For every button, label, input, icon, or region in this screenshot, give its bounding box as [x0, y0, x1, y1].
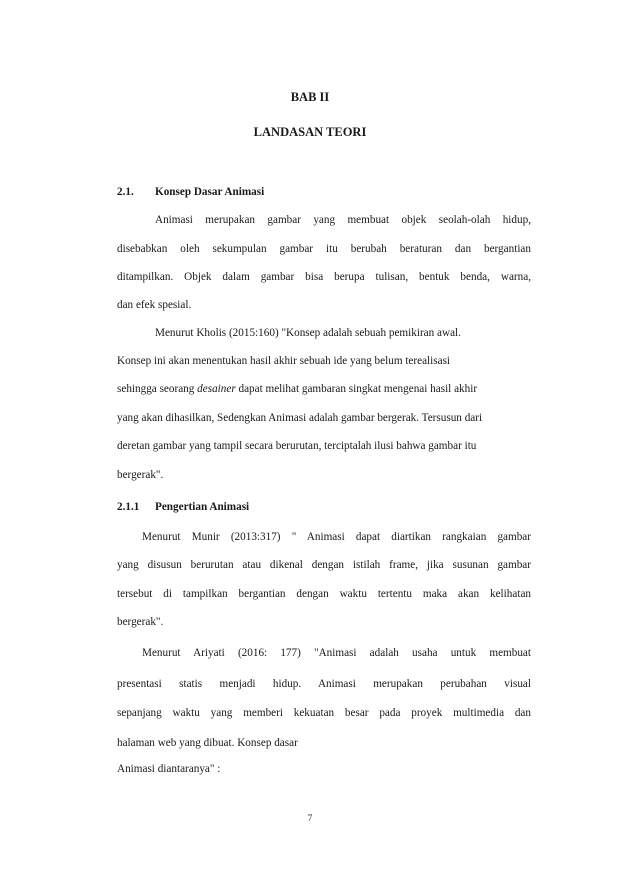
paragraph-line: yang akan dihasilkan, Sedengkan Animasi adalah gambar bergerak. Tersusun dari: [117, 412, 483, 424]
text-run: sehingga seorang: [117, 383, 198, 395]
section-number: 2.1.: [117, 186, 134, 198]
text-run: dapat melihat gambaran singkat mengenai hasil akhir: [235, 383, 478, 395]
paragraph-line: dan efek spesial.: [117, 299, 192, 311]
paragraph-line: Menurut Kholis (2015:160) "Konsep adalah sebuah pemikiran awal.: [155, 327, 461, 339]
paragraph-line: deretan gambar yang tampil secara berurutan, terciptalah ilusi bahwa gambar itu: [117, 440, 477, 452]
paragraph-line: presentasi statis menjadi hidup. Animasi merupakan perubahan visual: [117, 678, 531, 690]
paragraph-line: sepanjang waktu yang memberi kekuatan besar pada proyek multimedia dan: [117, 707, 531, 719]
paragraph-line: bergerak".: [117, 616, 164, 628]
section-number: 2.1.1: [117, 501, 140, 513]
paragraph-line: [117, 382, 531, 396]
paragraph-line: halaman web yang dibuat. Konsep dasar: [117, 737, 298, 749]
paragraph-line: Animasi diantaranya" :: [117, 763, 221, 775]
chapter-title: LANDASAN TEORI: [253, 125, 367, 139]
chapter-label: BAB II: [290, 90, 330, 104]
paragraph-line: disebabkan oleh sekumpulan gambar itu berubah beraturan dan bergantian: [117, 243, 531, 255]
italic-term: desainer: [197, 383, 236, 395]
section-title: Konsep Dasar Animasi: [155, 186, 265, 198]
paragraph-line: tersebut di tampilkan bergantian dengan waktu tertentu maka akan kelihatan: [117, 588, 531, 600]
paragraph-line: bergerak".: [117, 469, 164, 481]
section-heading-2-1: [117, 185, 531, 199]
paragraph-line: Konsep ini akan menentukan hasil akhir sebuah ide yang belum terealisasi: [117, 355, 451, 367]
paragraph-line: Animasi merupakan gambar yang membuat objek seolah-olah hidup,: [155, 214, 531, 226]
section-title: Pengertian Animasi: [155, 501, 250, 513]
paragraph-line: yang disusun berurutan atau dikenal dengan istilah frame, jika susunan gambar: [117, 559, 531, 571]
page-number: 7: [307, 813, 313, 823]
paragraph-line: ditampilkan. Objek dalam gambar bisa berupa tulisan, bentuk benda, warna,: [117, 271, 531, 283]
paragraph-line: Menurut Munir (2013:317) " Animasi dapat diartikan rangkaian gambar: [142, 531, 531, 543]
paragraph-line: Menurut Ariyati (2016: 177) "Animasi adalah usaha untuk membuat: [142, 647, 531, 659]
section-heading-2-1-1: [117, 500, 531, 514]
